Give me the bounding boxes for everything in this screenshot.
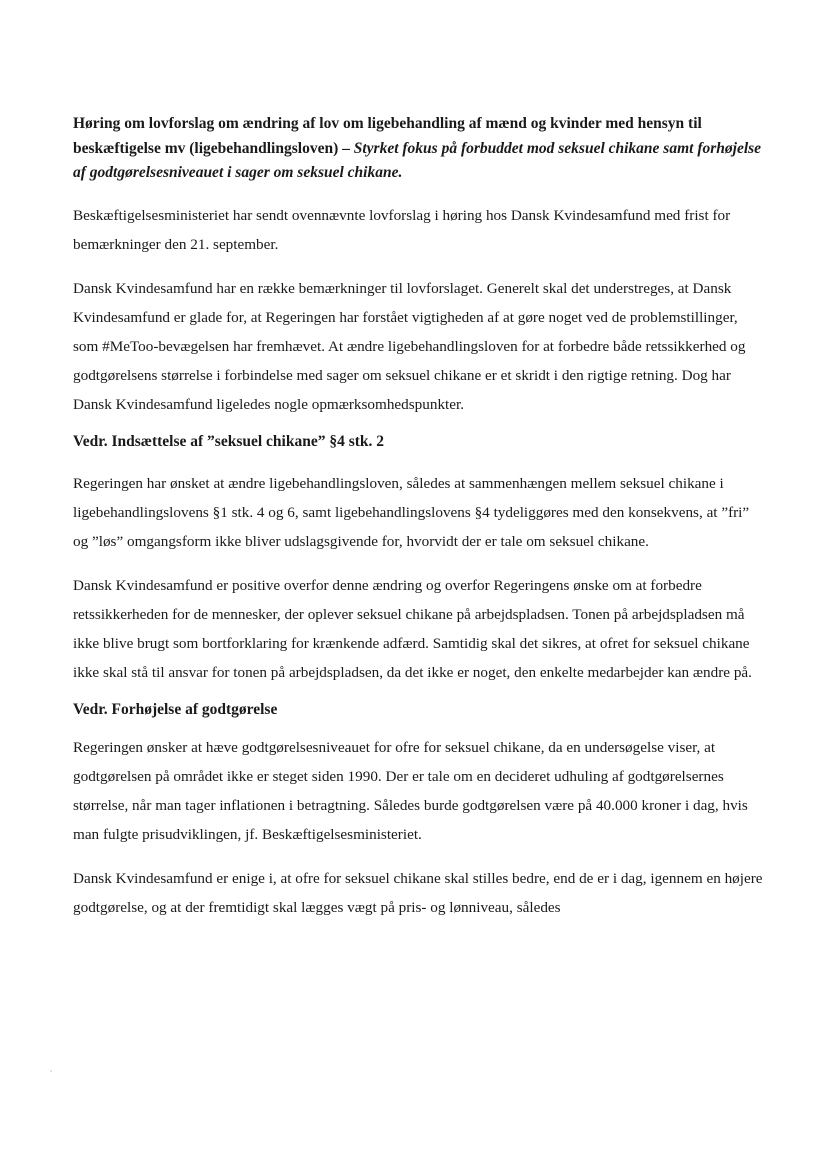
paragraph-section2-2: Dansk Kvindesamfund er enige i, at ofre for seksuel chikane skal stilles bedre, end de er i dag, igennem en højere godtgørelse, og at der fremtidigt skal lægges vægt på pris- og lønniveau, således — [73, 869, 763, 916]
paragraph-section1-1: Regeringen har ønsket at ændre ligebehandlingsloven, således at sammenhængen mellem seksuel chikane i ligebehandlingslovens §1 stk. 4 og 6, samt ligebehandlingslovens §4 tydeliggøres med den konsekvens, at ”fri” og ”løs” omgangsform ikke bliver udslagsgivende for, hvorvidt der er tale om seksuel chikane. — [73, 474, 750, 550]
paragraph-intro: Beskæftigelsesministeriet har sendt ovennævnte lovforslag i høring hos Dansk Kvindesamfund med frist for bemærkninger den 21. september. — [73, 206, 731, 253]
title-bold-part: Høring om lovforslag om ændring af lov om ligebehandling af mænd og kvinder med hensyn til beskæftigelse mv (ligebehandlingsloven) – — [73, 115, 702, 157]
paragraph-section2-1: Regeringen ønsker at hæve godtgørelsesniveauet for ofre for seksuel chikane, da en undersøgelse viser, at godtgørelsen på området ikke er steget siden 1990. Der er tale om en decideret udhuling af godtgørelsernes størrelse, når man tager inflationen i betragtning. Således burde godtgørelsen være på 40.000 kroner i dag, hvis man fulgte prisudviklingen, jf. Beskæftigelsesministeriet. — [73, 738, 748, 843]
section-heading-insertion: Vedr. Indsættelse af ”seksuel chikane” §4 stk. 2 — [73, 432, 385, 450]
scan-speck — [50, 1070, 52, 1072]
paragraph-section1-2: Dansk Kvindesamfund er positive overfor denne ændring og overfor Regeringens ønske om at forbedre retssikkerheden for de mennesker, der oplever seksuel chikane på arbejdspladsen. Tonen på arbejdspladsen må ikke blive brugt som bortforklaring for krænkende adfærd. Samtidig skal det sikres, at ofret for seksuel chikane ikke skal stå til ansvar for tonen på arbejdspladsen, da det ikke er noget, den enkelte medarbejder kan ændre på. — [73, 576, 752, 681]
title-italic-part: Styrket fokus på forbuddet mod seksuel chikane samt forhøjelse af godtgørelsesniveauet i sager om seksuel chikane. — [73, 139, 762, 181]
paragraph-general: Dansk Kvindesamfund har en række bemærkninger til lovforslaget. Generelt skal det understreges, at Dansk Kvindesamfund er glade for, at Regeringen har forstået vigtigheden af at gøre noget ved de problemstillinger, som #MeToo-bevægelsen har fremhævet. At ændre ligebehandlingsloven for at forbedre både retssikkerhed og godtgørelsens størrelse i forbindelse med sager om seksuel chikane er et skridt i den rigtige retning. Dog har Dansk Kvindesamfund ligeledes nogle opmærksomhedspunkter. — [73, 279, 746, 413]
document-title — [73, 112, 763, 186]
document-body — [73, 112, 763, 922]
section-heading-compensation: Vedr. Forhøjelse af godtgørelse — [73, 700, 278, 718]
